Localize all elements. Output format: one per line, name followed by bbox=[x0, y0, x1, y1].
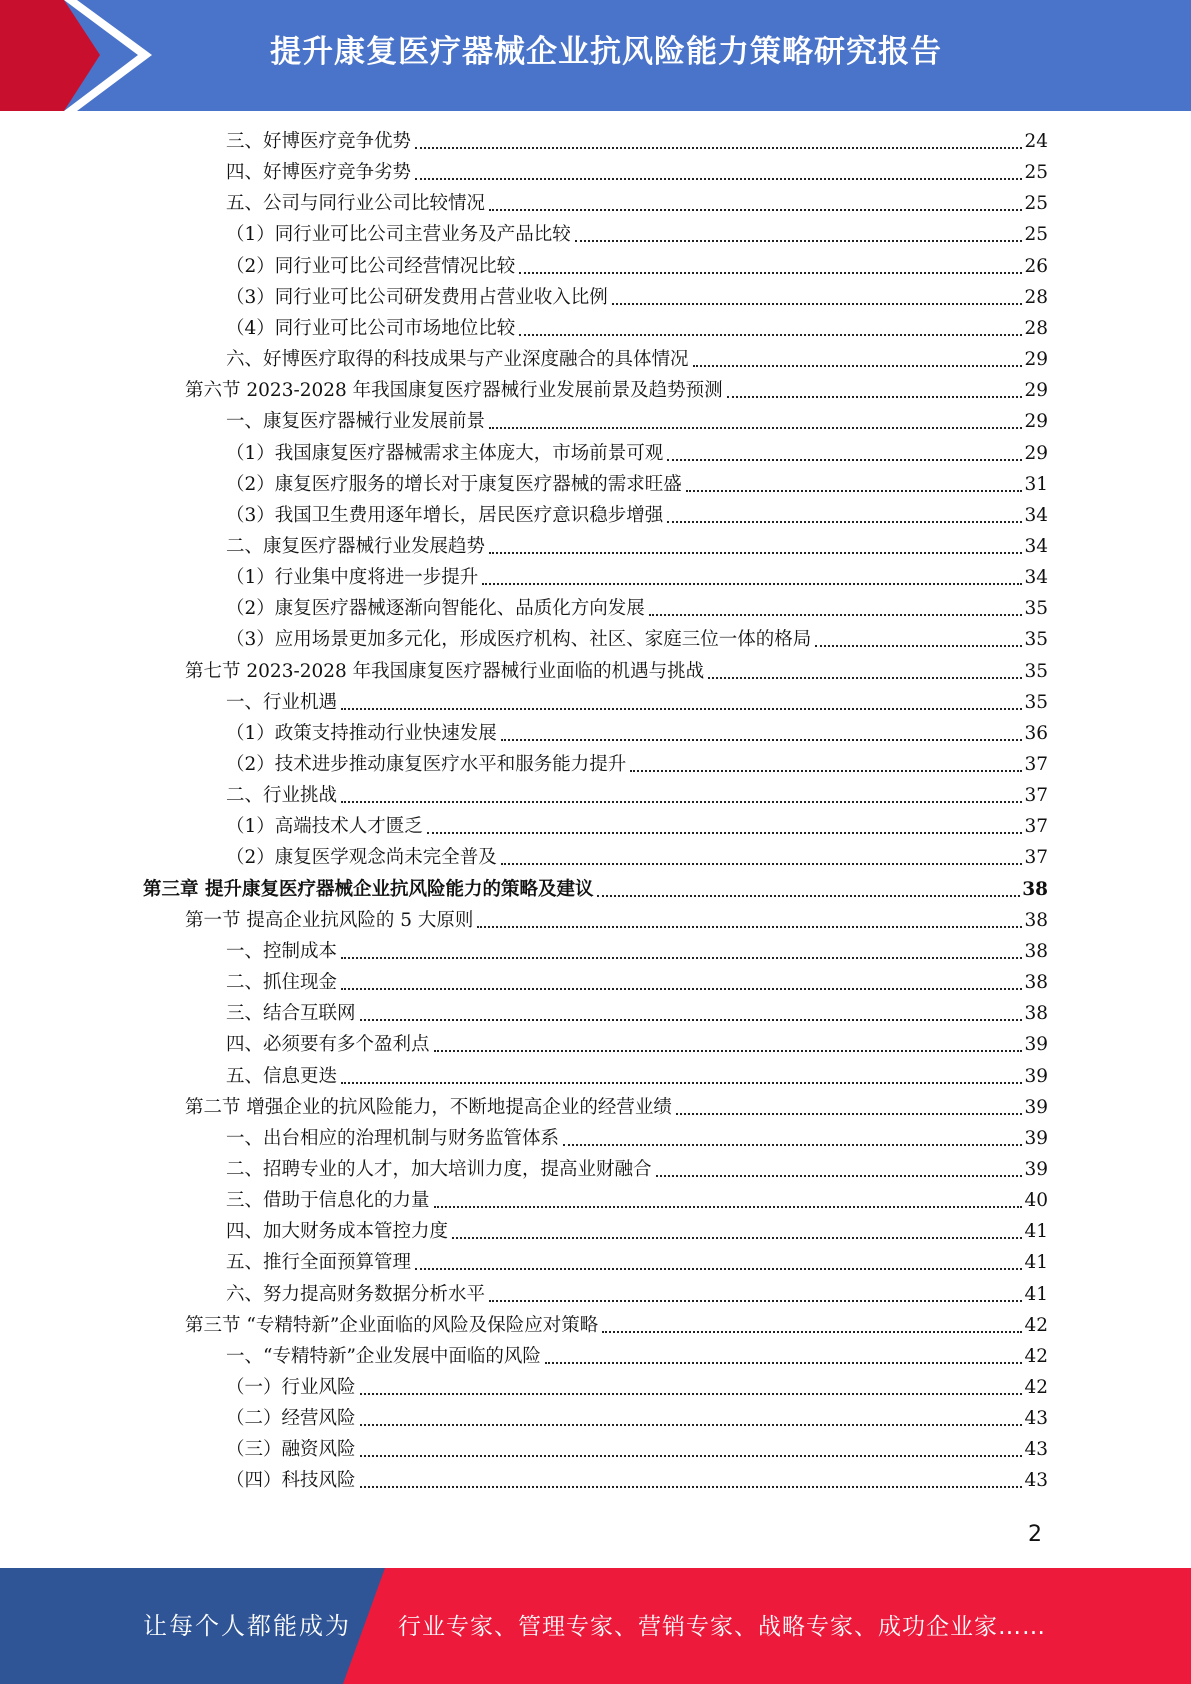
toc-entry[interactable] bbox=[226, 938, 1048, 966]
toc-entry[interactable] bbox=[226, 1405, 1048, 1433]
toc-entry-page: 38 bbox=[1024, 1003, 1048, 1025]
toc-entry[interactable] bbox=[226, 1031, 1048, 1059]
toc-dot-leader bbox=[519, 271, 1022, 274]
toc-entry-title: 二、抓住现金 bbox=[226, 972, 338, 994]
toc-entry[interactable] bbox=[185, 907, 1048, 935]
toc-entry[interactable] bbox=[143, 876, 1048, 904]
toc-entry-title: （2）康复医学观念尚未完全普及 bbox=[226, 847, 497, 869]
toc-entry-page: 35 bbox=[1024, 691, 1048, 713]
toc-entry-page: 38 bbox=[1024, 940, 1048, 962]
toc-entry[interactable] bbox=[185, 1312, 1048, 1340]
toc-dot-leader bbox=[686, 489, 1023, 492]
toc-entry-page: 35 bbox=[1024, 598, 1048, 620]
toc-entry-title: （1）同行业可比公司主营业务及产品比较 bbox=[226, 224, 571, 246]
toc-entry[interactable] bbox=[226, 689, 1048, 717]
toc-entry[interactable] bbox=[226, 533, 1048, 561]
toc-entry-title: （1）行业集中度将进一步提升 bbox=[226, 567, 479, 589]
toc-entry[interactable] bbox=[226, 221, 1048, 249]
toc-entry[interactable] bbox=[226, 1000, 1048, 1028]
toc-dot-leader bbox=[341, 956, 1022, 959]
toc-entry[interactable] bbox=[226, 1063, 1048, 1091]
toc-entry[interactable] bbox=[185, 1094, 1048, 1122]
toc-entry-title: 第二节 增强企业的抗风险能力，不断地提高企业的经营业绩 bbox=[185, 1096, 672, 1118]
toc-dot-leader bbox=[477, 925, 1022, 928]
toc-entry-page: 34 bbox=[1024, 567, 1048, 589]
page-number: 2 bbox=[1028, 1522, 1042, 1547]
toc-dot-leader bbox=[489, 551, 1022, 554]
toc-dot-leader bbox=[501, 862, 1023, 865]
toc-entry-title: 三、结合互联网 bbox=[226, 1003, 356, 1025]
toc-entry-page: 35 bbox=[1024, 660, 1048, 682]
toc-entry[interactable] bbox=[185, 377, 1048, 405]
toc-dot-leader bbox=[360, 1454, 1023, 1457]
toc-entry[interactable] bbox=[226, 502, 1048, 530]
toc-entry-title: 四、加大财务成本管控力度 bbox=[226, 1221, 449, 1243]
toc-dot-leader bbox=[341, 800, 1022, 803]
toc-entry-title: 四、好博医疗竞争劣势 bbox=[226, 162, 412, 184]
toc-dot-leader bbox=[519, 333, 1022, 336]
toc-entry-page: 43 bbox=[1024, 1439, 1048, 1461]
toc-dot-leader bbox=[341, 707, 1022, 710]
toc-entry-page: 43 bbox=[1024, 1470, 1048, 1492]
toc-entry-page: 43 bbox=[1024, 1408, 1048, 1430]
toc-entry-page: 38 bbox=[1024, 909, 1048, 931]
toc-entry[interactable] bbox=[226, 1281, 1048, 1309]
toc-entry-title: 三、好博医疗竞争优势 bbox=[226, 131, 412, 152]
toc-entry-title: 二、招聘专业的人才，加大培训力度，提高业财融合 bbox=[226, 1158, 652, 1180]
toc-entry-page: 39 bbox=[1024, 1065, 1048, 1087]
toc-entry-page: 25 bbox=[1024, 162, 1048, 184]
toc-dot-leader bbox=[415, 1267, 1022, 1270]
toc-entry-page: 42 bbox=[1024, 1314, 1048, 1336]
toc-entry[interactable] bbox=[226, 1467, 1048, 1495]
toc-entry-title: 一、出台相应的治理机制与财务监管体系 bbox=[226, 1127, 560, 1149]
toc-entry-page: 34 bbox=[1024, 504, 1048, 526]
header-banner bbox=[0, 0, 1191, 111]
toc-entry[interactable] bbox=[226, 471, 1048, 499]
toc-entry-title: 第一节 提高企业抗风险的 5 大原则 bbox=[185, 909, 474, 931]
toc-dot-leader bbox=[482, 582, 1022, 585]
toc-entry-title: （2）技术进步推动康复医疗水平和服务能力提升 bbox=[226, 754, 627, 775]
toc-entry-page: 26 bbox=[1024, 255, 1048, 277]
toc-entry-page: 41 bbox=[1024, 1252, 1048, 1274]
toc-dot-leader bbox=[815, 644, 1022, 647]
toc-entry[interactable] bbox=[185, 658, 1048, 686]
toc-entry[interactable] bbox=[226, 190, 1048, 218]
toc-entry-page: 31 bbox=[1024, 473, 1048, 495]
toc-entry-page: 39 bbox=[1024, 1096, 1048, 1118]
toc-entry-title: 二、康复医疗器械行业发展趋势 bbox=[226, 535, 486, 557]
toc-entry-title: 一、控制成本 bbox=[226, 940, 338, 962]
toc-dot-leader bbox=[612, 302, 1023, 305]
toc-entry-page: 28 bbox=[1024, 317, 1048, 339]
toc-dot-leader bbox=[693, 364, 1023, 367]
toc-entry-page: 40 bbox=[1024, 1190, 1048, 1212]
toc-dot-leader bbox=[360, 1423, 1023, 1426]
toc-entry[interactable] bbox=[226, 1125, 1048, 1153]
toc-entry[interactable] bbox=[226, 440, 1048, 468]
footer-slogan-left: 让每个人都能成为 bbox=[143, 1612, 351, 1640]
toc-dot-leader bbox=[415, 146, 1022, 149]
toc-entry-page: 39 bbox=[1024, 1158, 1048, 1180]
toc-entry-page: 41 bbox=[1024, 1283, 1048, 1305]
toc-entry[interactable] bbox=[226, 595, 1048, 623]
toc-entry-page: 35 bbox=[1024, 629, 1048, 651]
toc-entry-page: 36 bbox=[1024, 722, 1048, 744]
toc-entry-page: 39 bbox=[1024, 1127, 1048, 1149]
toc-entry-title: 第三章 提升康复医疗器械企业抗风险能力的策略及建议 bbox=[143, 878, 594, 900]
toc-entry-title: 一、行业机遇 bbox=[226, 691, 338, 713]
toc-dot-leader bbox=[415, 177, 1022, 180]
toc-entry-title: （1）我国康复医疗器械需求主体庞大，市场前景可观 bbox=[226, 442, 664, 464]
toc-dot-leader bbox=[360, 1485, 1023, 1488]
toc-dot-leader bbox=[597, 894, 1020, 897]
toc-entry-page: 37 bbox=[1024, 754, 1048, 775]
toc-dot-leader bbox=[727, 395, 1023, 398]
toc-dot-leader bbox=[360, 1392, 1023, 1395]
toc-dot-leader bbox=[489, 426, 1022, 429]
header-red-block bbox=[0, 0, 100, 111]
toc-entry-title: （二）经营风险 bbox=[226, 1408, 356, 1430]
toc-entry-page: 34 bbox=[1024, 535, 1048, 557]
toc-dot-leader bbox=[341, 1081, 1022, 1084]
toc-dot-leader bbox=[452, 1236, 1022, 1239]
toc-entry-page: 24 bbox=[1024, 131, 1048, 152]
toc-entry[interactable] bbox=[226, 1374, 1048, 1402]
toc-entry-title: 三、借助于信息化的力量 bbox=[226, 1190, 430, 1212]
toc-entry-title: （一）行业风险 bbox=[226, 1377, 356, 1398]
page-title: 提升康复医疗器械企业抗风险能力策略研究报告 bbox=[270, 34, 942, 70]
toc-entry[interactable] bbox=[226, 1249, 1048, 1277]
toc-entry-title: （1）政策支持推动行业快速发展 bbox=[226, 722, 497, 744]
toc-entry[interactable] bbox=[226, 315, 1048, 343]
toc-entry[interactable] bbox=[226, 1218, 1048, 1246]
toc-dot-leader bbox=[630, 769, 1022, 772]
toc-dot-leader bbox=[563, 1143, 1022, 1146]
toc-dot-leader bbox=[489, 1299, 1022, 1302]
toc-entry-title: 五、推行全面预算管理 bbox=[226, 1252, 412, 1274]
toc-entry[interactable] bbox=[226, 128, 1048, 156]
toc-dot-leader bbox=[341, 987, 1022, 990]
toc-entry-title: （3）应用场景更加多元化，形成医疗机构、社区、家庭三位一体的格局 bbox=[226, 629, 812, 651]
toc-entry[interactable] bbox=[226, 159, 1048, 187]
toc-entry-title: （三）融资风险 bbox=[226, 1439, 356, 1461]
toc-entry-title: 四、必须要有多个盈利点 bbox=[226, 1034, 430, 1056]
toc-entry[interactable] bbox=[226, 346, 1048, 374]
toc-entry[interactable] bbox=[226, 1343, 1048, 1371]
toc-dot-leader bbox=[656, 1174, 1023, 1177]
toc-entry-title: （1）高端技术人才匮乏 bbox=[226, 816, 423, 838]
toc-dot-leader bbox=[667, 458, 1022, 461]
toc-entry[interactable] bbox=[226, 284, 1048, 312]
toc-entry-title: 六、好博医疗取得的科技成果与产业深度融合的具体情况 bbox=[226, 349, 689, 371]
toc-entry[interactable] bbox=[226, 1156, 1048, 1184]
toc-entry-page: 41 bbox=[1024, 1221, 1048, 1243]
toc-entry-page: 29 bbox=[1024, 349, 1048, 371]
toc-entry-title: （3）我国卫生费用逐年增长，居民医疗意识稳步增强 bbox=[226, 504, 664, 526]
toc-entry[interactable] bbox=[226, 813, 1048, 841]
toc-dot-leader bbox=[434, 1049, 1023, 1052]
toc-entry-title: 二、行业挑战 bbox=[226, 785, 338, 807]
toc-entry[interactable] bbox=[226, 1187, 1048, 1215]
toc-entry-title: 六、努力提高财务数据分析水平 bbox=[226, 1283, 486, 1305]
toc-entry[interactable] bbox=[226, 626, 1048, 654]
toc-entry-page: 25 bbox=[1024, 193, 1048, 215]
toc-entry-title: （四）科技风险 bbox=[226, 1470, 356, 1492]
toc-entry-title: （4）同行业可比公司市场地位比较 bbox=[226, 317, 516, 339]
toc-entry-title: （2）康复医疗服务的增长对于康复医疗器械的需求旺盛 bbox=[226, 473, 682, 495]
toc-entry-title: 一、康复医疗器械行业发展前景 bbox=[226, 411, 486, 433]
toc-entry-title: 第三节 “专精特新”企业面临的风险及保险应对策略 bbox=[185, 1314, 599, 1336]
toc-entry-page: 42 bbox=[1024, 1345, 1048, 1367]
toc-entry[interactable] bbox=[226, 720, 1048, 748]
toc-dot-leader bbox=[501, 738, 1023, 741]
footer-slogan-right: 行业专家、管理专家、营销专家、战略专家、成功企业家…… bbox=[398, 1614, 1046, 1640]
toc-dot-leader bbox=[575, 239, 1023, 242]
toc-entry-page: 29 bbox=[1024, 411, 1048, 433]
toc-entry-page: 38 bbox=[1022, 878, 1048, 900]
toc-entry-page: 37 bbox=[1024, 785, 1048, 807]
toc-entry-title: 第七节 2023-2028 年我国康复医疗器械行业面临的机遇与挑战 bbox=[185, 660, 705, 682]
toc-entry[interactable] bbox=[226, 408, 1048, 436]
toc-dot-leader bbox=[427, 831, 1023, 834]
toc-entry-page: 37 bbox=[1024, 816, 1048, 838]
toc-entry[interactable] bbox=[226, 751, 1048, 779]
toc-entry[interactable] bbox=[226, 844, 1048, 872]
toc-entry-title: （3）同行业可比公司研发费用占营业收入比例 bbox=[226, 286, 608, 308]
toc-dot-leader bbox=[489, 208, 1022, 211]
toc-entry[interactable] bbox=[226, 1436, 1048, 1464]
toc-dot-leader bbox=[360, 1018, 1023, 1021]
toc-entry-title: 一、“专精特新”企业发展中面临的风险 bbox=[226, 1345, 541, 1367]
toc-entry-page: 25 bbox=[1024, 224, 1048, 246]
toc-entry-page: 28 bbox=[1024, 286, 1048, 308]
toc-entry-page: 39 bbox=[1024, 1034, 1048, 1056]
toc-entry-page: 42 bbox=[1024, 1377, 1048, 1398]
toc-entry[interactable] bbox=[226, 969, 1048, 997]
toc-entry-page: 38 bbox=[1024, 972, 1048, 994]
toc-entry-title: 第六节 2023-2028 年我国康复医疗器械行业发展前景及趋势预测 bbox=[185, 380, 723, 402]
footer-banner bbox=[0, 1568, 1191, 1684]
toc-dot-leader bbox=[676, 1112, 1023, 1115]
toc-entry-title: 五、公司与同行业公司比较情况 bbox=[226, 193, 486, 215]
toc-entry[interactable] bbox=[226, 253, 1048, 281]
toc-entry[interactable] bbox=[226, 782, 1048, 810]
toc-entry-title: 五、信息更迭 bbox=[226, 1065, 338, 1087]
toc-entry-title: （2）同行业可比公司经营情况比较 bbox=[226, 255, 516, 277]
toc-dot-leader bbox=[545, 1361, 1023, 1364]
toc-entry-page: 29 bbox=[1024, 442, 1048, 464]
toc-entry-title: （2）康复医疗器械逐渐向智能化、品质化方向发展 bbox=[226, 598, 645, 620]
toc-entry[interactable] bbox=[226, 564, 1048, 592]
toc-dot-leader bbox=[708, 676, 1022, 679]
toc-dot-leader bbox=[649, 613, 1023, 616]
toc-dot-leader bbox=[434, 1205, 1023, 1208]
toc-entry-page: 37 bbox=[1024, 847, 1048, 869]
toc-entry-page: 29 bbox=[1024, 380, 1048, 402]
toc-dot-leader bbox=[602, 1330, 1022, 1333]
toc-dot-leader bbox=[667, 520, 1022, 523]
